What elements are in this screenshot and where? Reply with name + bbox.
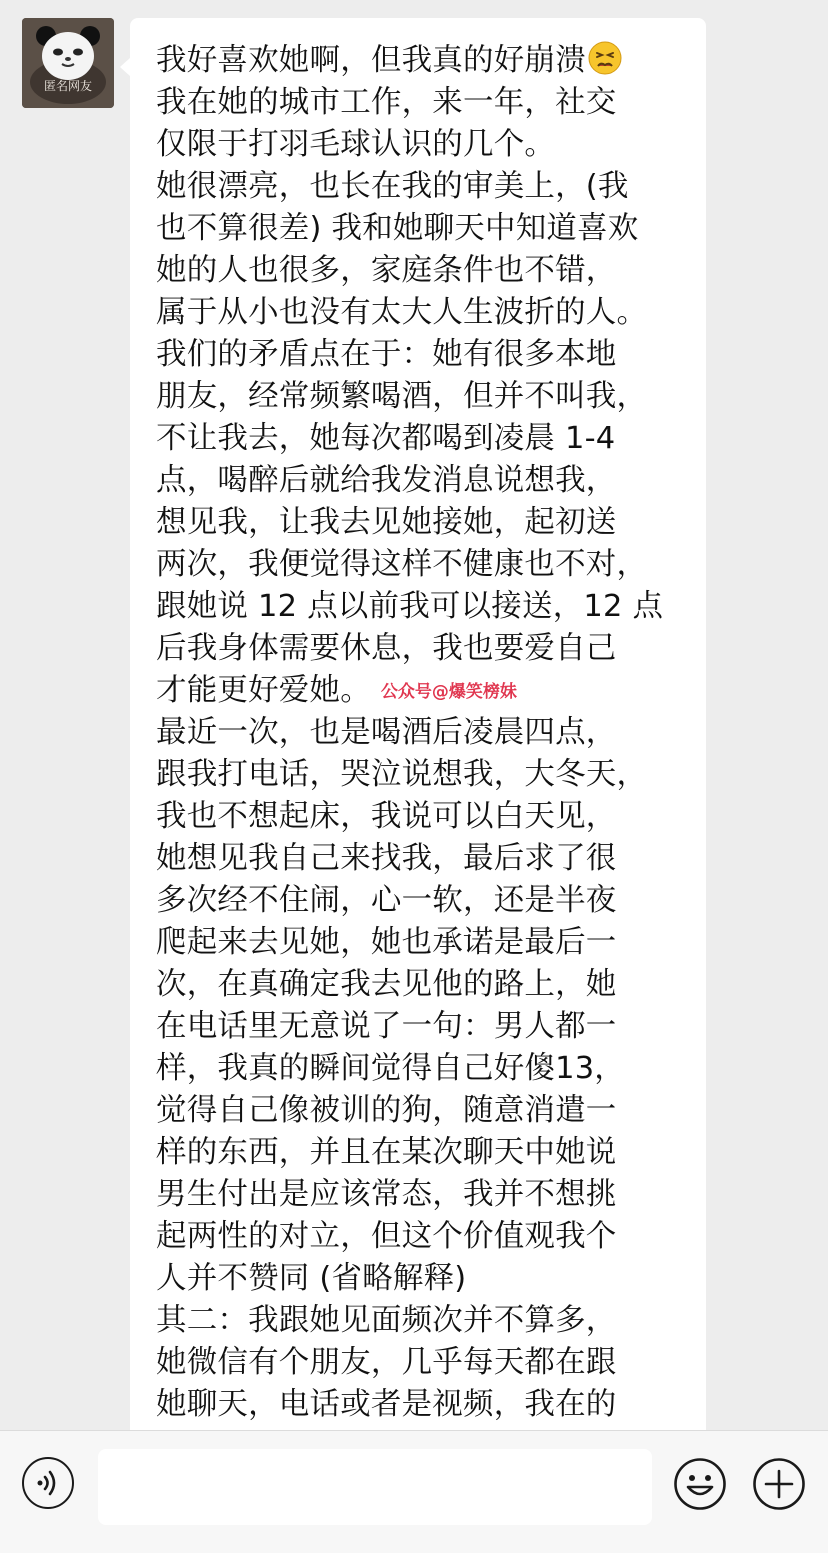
message-line: 多次经不住闹，心一软，还是半夜 xyxy=(156,883,617,918)
message-line: 我也不想起床，我说可以白天见， xyxy=(156,799,617,834)
voice-icon xyxy=(24,1459,72,1507)
message-line: 仅限于打羽毛球认识的几个。 xyxy=(156,127,556,162)
message-input[interactable] xyxy=(98,1449,652,1525)
watermark: 公众号@爆笑榜妹 xyxy=(380,682,517,702)
message-line: 觉得自己像被训的狗，随意消遣一 xyxy=(156,1093,617,1128)
message-line: 跟她说 12 点以前我可以接送，12 点 xyxy=(156,589,664,624)
message-line: 样，我真的瞬间觉得自己好傻13， xyxy=(156,1051,626,1086)
message-line-text: 才能更好爱她。 xyxy=(156,673,371,708)
message-line: 后我身体需要休息，我也要爱自己 xyxy=(156,631,617,666)
message-line: 跟我打电话，哭泣说想我，大冬天， xyxy=(156,757,648,792)
message-line: 她很漂亮，也长在我的审美上，(我 xyxy=(156,169,629,204)
message-line xyxy=(156,670,686,712)
message-line: 我们的矛盾点在于：她有很多本地 xyxy=(156,337,617,372)
message-line: 样的东西，并且在某次聊天中她说 xyxy=(156,1135,617,1170)
message-line: 属于从小也没有太大人生波折的人。 xyxy=(156,295,648,330)
plus-icon xyxy=(752,1457,806,1511)
message-line: 人并不赞同 (省略解释) xyxy=(156,1261,467,1296)
message-line: 朋友，经常频繁喝酒，但并不叫我， xyxy=(156,379,648,414)
message-line: 男生付出是应该常态，我并不想挑 xyxy=(156,1177,617,1212)
persevering-face-emoji xyxy=(588,41,622,75)
plus-button[interactable] xyxy=(752,1457,806,1511)
message-line: 爬起来去见她，她也承诺是最后一 xyxy=(156,925,617,960)
emoji-button[interactable] xyxy=(673,1457,727,1511)
input-bar xyxy=(0,1430,828,1553)
message-line: 她微信有个朋友，几乎每天都在跟 xyxy=(156,1345,617,1380)
message-line: 也不算很差) 我和她聊天中知道喜欢 xyxy=(156,211,639,246)
message-line: 她想见我自己来找我，最后求了很 xyxy=(156,841,617,876)
message-line: 在电话里无意说了一句：男人都一 xyxy=(156,1009,617,1044)
smiley-icon xyxy=(673,1457,727,1511)
avatar-label: 匿名网友 xyxy=(43,79,92,93)
message-line: 点，喝醉后就给我发消息说想我， xyxy=(156,463,617,498)
message-line: 次，在真确定我去见他的路上，她 xyxy=(156,967,617,1002)
message-line: 起两性的对立，但这个价值观我个 xyxy=(156,1219,617,1254)
message-line: 两次，我便觉得这样不健康也不对， xyxy=(156,547,648,582)
voice-button[interactable] xyxy=(22,1457,74,1509)
avatar[interactable] xyxy=(22,18,114,108)
message-line: 她聊天，电话或者是视频，我在的 xyxy=(156,1387,617,1422)
message-line: 最近一次，也是喝酒后凌晨四点， xyxy=(156,715,617,750)
message-line-text: 我好喜欢她啊，但我真的好崩溃 xyxy=(156,43,586,78)
panda-meme-icon xyxy=(22,18,114,108)
message-line xyxy=(156,40,686,82)
message-line: 其二：我跟她见面频次并不算多， xyxy=(156,1303,617,1338)
message-line: 不让我去，她每次都喝到凌晨 1-4 xyxy=(156,421,616,456)
message-bubble[interactable] xyxy=(130,18,706,1430)
message-line: 想见我，让我去见她接她，起初送 xyxy=(156,505,617,540)
message-line: 她的人也很多，家庭条件也不错， xyxy=(156,253,617,288)
message-line: 我在她的城市工作，来一年，社交 xyxy=(156,85,617,120)
